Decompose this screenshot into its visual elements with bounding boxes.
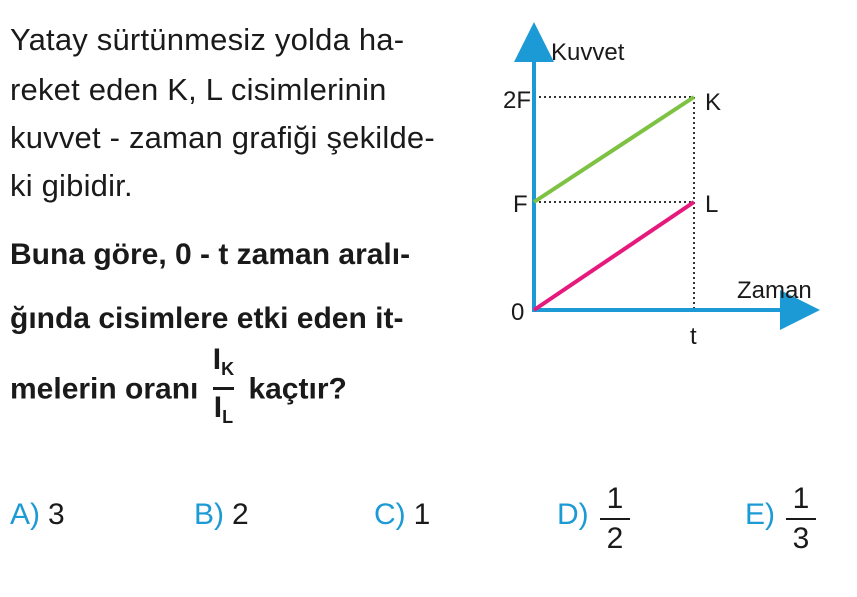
option-e-fraction: [786, 484, 816, 554]
fraction-numerator: $I_K$: [212, 343, 235, 379]
x-axis-label: Zaman: [737, 277, 812, 304]
impulse-ratio-fraction: [213, 344, 234, 433]
question-line-1: Yatay sürtünmesiz yolda ha-: [10, 22, 405, 57]
option-c-letter: C): [374, 498, 406, 531]
question-bold-line-1: Buna göre, 0 - t zaman aralı-: [10, 238, 411, 271]
option-b[interactable]: [194, 498, 249, 532]
question-bold-line-3-suffix: kaçtır?: [248, 372, 347, 406]
label-K: K: [705, 89, 722, 116]
option-e-numerator: 1: [792, 482, 810, 515]
option-c[interactable]: [374, 498, 430, 532]
option-e-letter: E): [745, 498, 775, 531]
question-bold-line-3-prefix: melerin oranı: [10, 372, 199, 406]
option-d[interactable]: [557, 498, 589, 532]
tick-F: F: [513, 191, 528, 218]
line-L: [534, 202, 694, 310]
fraction-bar: [213, 387, 234, 390]
option-d-fraction: [600, 484, 630, 554]
line-K: [534, 97, 694, 202]
y-axis-label: Kuvvet: [551, 39, 625, 66]
option-d-denominator: 2: [606, 522, 624, 555]
option-c-value: 1: [413, 498, 431, 531]
option-a[interactable]: [10, 498, 65, 532]
question-line-2: reket eden K, L cisimlerinin: [10, 72, 387, 107]
tick-0: 0: [511, 299, 525, 326]
option-d-letter: D): [557, 498, 589, 531]
option-a-letter: A): [10, 498, 40, 531]
option-e-bar: [786, 518, 816, 520]
option-d-bar: [600, 518, 630, 520]
tick-2F: 2F: [503, 87, 532, 114]
option-a-value: 3: [48, 498, 65, 531]
option-e-denominator: 3: [792, 522, 810, 555]
option-b-value: 2: [232, 498, 249, 531]
question-bold-line-2: ğında cisimlere etki eden it-: [10, 302, 404, 335]
option-e[interactable]: [745, 498, 775, 532]
question-bold-line-3: [10, 343, 347, 435]
tick-t: t: [690, 323, 697, 350]
label-L: L: [705, 191, 719, 218]
option-b-letter: B): [194, 498, 224, 531]
question-line-3: kuvvet - zaman grafiği şekilde-: [10, 120, 435, 155]
fraction-denominator: $I_L$: [213, 391, 234, 427]
question-line-4: ki gibidir.: [10, 168, 133, 203]
option-d-numerator: 1: [606, 482, 624, 515]
